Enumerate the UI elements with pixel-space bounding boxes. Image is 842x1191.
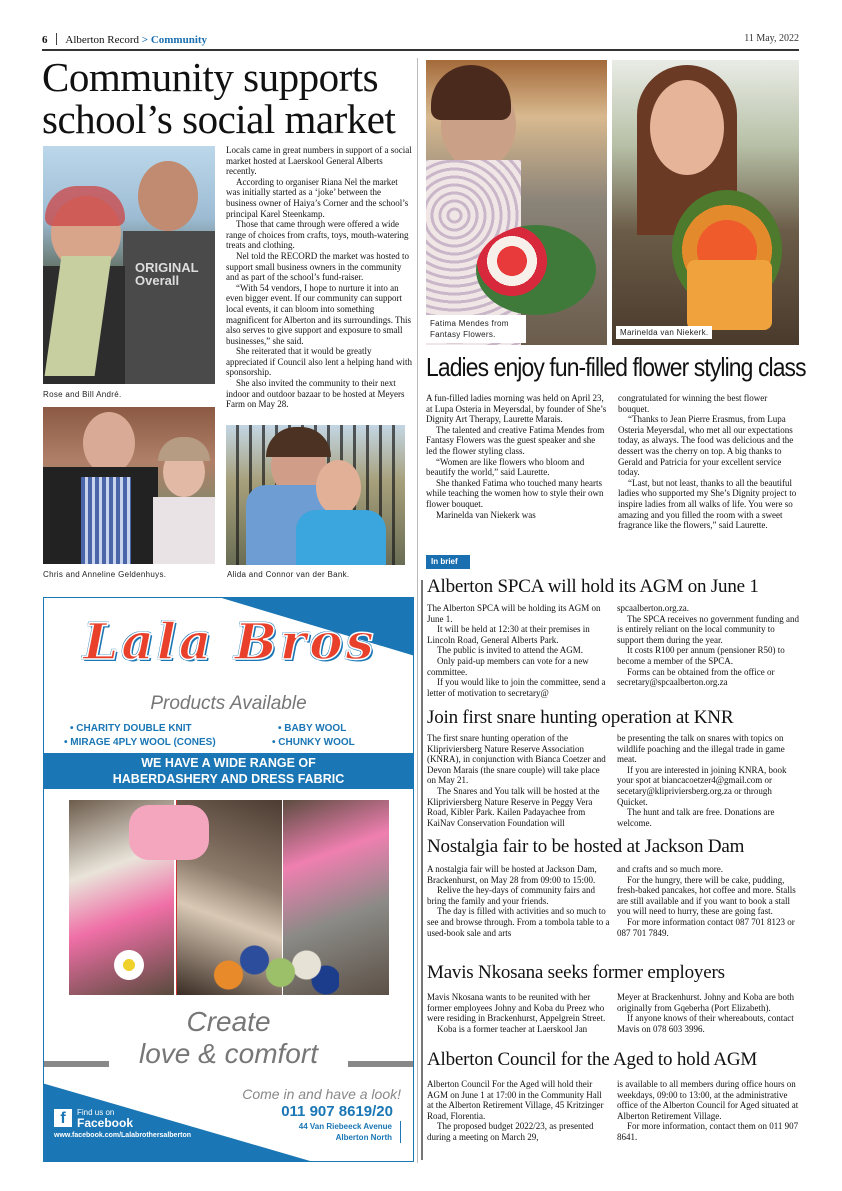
paragraph: Alberton Council For the Aged will hold their AGM on June 1 at 17:00 in the Community Hall at the Alberton Retirement Village, 45 Kritzinger Road, Florentia. bbox=[427, 1079, 604, 1121]
address-line: Alberton North bbox=[335, 1133, 392, 1142]
photo-chris-anneline-geldenhuys bbox=[43, 407, 215, 564]
paragraph: It will be held at 12:30 at their premises in Lincoln Road, General Alberts Park. bbox=[427, 624, 590, 645]
paragraph: If anyone knows of their whereabouts, contact Mavis on 078 603 3996. bbox=[617, 1013, 794, 1034]
brief-knr-col1 bbox=[427, 733, 610, 828]
paragraph: and crafts and so much more. bbox=[617, 864, 723, 874]
slogan-create: Create bbox=[186, 1006, 271, 1037]
facebook-find-us: Find us on bbox=[77, 1108, 115, 1117]
publication-name: Alberton Record bbox=[65, 34, 140, 46]
address-line: 44 Van Riebeeck Avenue bbox=[298, 1122, 392, 1131]
product-list-right bbox=[272, 722, 355, 750]
breadcrumb-separator: > bbox=[141, 34, 149, 46]
caption-fatima bbox=[426, 315, 526, 343]
brief-spca-col1 bbox=[427, 603, 610, 698]
paragraph: The hunt and talk are free. Donations are welcome. bbox=[617, 807, 775, 828]
header-rule bbox=[42, 49, 799, 51]
paragraph: If you are interested in joining KNRA, book your spot at biancacoetzer4@gmail.com or secetary@klipriviersberg.org.za or through Quicket. bbox=[617, 764, 787, 807]
baby-bootie bbox=[129, 805, 209, 860]
caption-line: Fantasy Flowers. bbox=[430, 330, 496, 339]
paragraph: The SPCA receives no government funding and is entirely reliant on the local community to support them during the year. bbox=[617, 613, 799, 645]
paragraph: The Snares and You talk will be hosted at the Klipriviersberg Nature Reserve in Peggy Vera Road, Kibler Park. Kailen Padayachee from KaiNav Conservation Foundation will bbox=[427, 785, 600, 828]
paragraph: spcaalberton.org.za. bbox=[617, 603, 690, 613]
product-item: • BABY WOOL bbox=[278, 723, 347, 734]
paragraph: A nostalgia fair will be hosted at Jackson Dam, Brackenhurst, on May 28 from 09:00 to 15:00. bbox=[427, 864, 597, 885]
paragraph: Those that came through were offered a wide range of choices from crafts, toys, mouth-watering treats and clothing. bbox=[226, 219, 409, 251]
photo-alida-connor-van-der-bank bbox=[226, 425, 405, 565]
phone-number: 011 907 8619/20 bbox=[281, 1103, 393, 1120]
paragraph: For the hungry, there will be cake, pudding, fresh-baked pancakes, hot coffee and more. Stalls are still available and if you want to book a stall you will need to hurry, these are going fast. bbox=[617, 874, 796, 917]
paragraph: The public is invited to attend the AGM. bbox=[437, 645, 583, 656]
paragraph: “With 54 vendors, I hope to nurture it into an even bigger event. If our community can support local events, it can bloom into something magnificent for Alberton and its surroundings. This also serves to give support and exposure to small businesses,” she said. bbox=[226, 282, 412, 346]
yarn-balls bbox=[209, 945, 339, 995]
paragraph: The proposed budget 2022/23, as presented during a meeting on March 29, bbox=[427, 1121, 594, 1142]
banner-line: WE HAVE A WIDE RANGE OF bbox=[141, 756, 316, 770]
brief-nostalgia-col2 bbox=[617, 864, 800, 938]
paragraph: be presenting the talk on snares with topics on wildlife poaching and the illegal trade in game meat. bbox=[617, 733, 785, 765]
caption-line: Fatima Mendes from bbox=[430, 319, 509, 328]
main-headline-line1: Community supports bbox=[42, 54, 379, 100]
facebook-icon: f bbox=[54, 1109, 72, 1127]
paragraph: Only paid-up members can vote for a new committee. bbox=[427, 655, 589, 677]
paragraph: “Thanks to Jean Pierre Erasmus, from Lupa Osteria Meyersdal, who met all our expectations today, as always. The food was delicious and the dessert was the cherry on top. A big thanks to Gerald and Patricia for your excellent service today. bbox=[618, 414, 794, 478]
paragraph: For more information, contact them on 011 907 8641. bbox=[617, 1121, 799, 1142]
paragraph: Locals came in great numbers in support of a social market hosted at Laerskool General Alberts recently. bbox=[226, 145, 412, 177]
paragraph: She also invited the community to their next indoor and outdoor bazaar to be hosted at Meyers Farm on May 28. bbox=[226, 378, 405, 410]
in-brief-bar bbox=[421, 580, 423, 1160]
caption-photo3: Alida and Connor van der Bank. bbox=[227, 570, 350, 579]
paragraph: Nel told the RECORD the market was hosted to support small business owners in the community and as part of the school’s fund-raiser. bbox=[226, 250, 409, 283]
main-story-body bbox=[226, 145, 412, 410]
page-number: 6 bbox=[42, 34, 48, 46]
knitting-photo-collage bbox=[69, 800, 389, 995]
paragraph: The talented and creative Fatima Mendes from Fantasy Flowers was the guest speaker and she led the flower styling class. bbox=[426, 424, 605, 456]
paragraph: She thanked Fatima who touched many hearts while teaching the women how to style their own flower bouquet. bbox=[426, 477, 604, 509]
paragraph: The first snare hunting operation of the Klipriviersberg Nature Reserve Association (KNRA), in conjunction with Bianca Coetzer and Devon Marais (the snare couple) will take place on May 21. bbox=[427, 733, 606, 786]
caption-photo1: Rose and Bill André. bbox=[43, 390, 122, 399]
haberdashery-banner bbox=[44, 753, 413, 789]
lala-bros-logo: Lala Bros bbox=[83, 612, 377, 671]
brief-council-col1 bbox=[427, 1079, 610, 1143]
paragraph: Relive the hey-days of community fairs and bring the family and your friends. bbox=[427, 885, 595, 906]
brief-headline-nostalgia: Nostalgia fair to be hosted at Jackson Dam bbox=[427, 836, 745, 857]
come-in-invite: Come in and have a look! bbox=[242, 1086, 401, 1102]
paragraph: According to organiser Riana Nel the market was initially started as a ‘joke’ between the business owner of Haiya’s Corner and the school’s principal Karel Steenkamp. bbox=[226, 176, 409, 219]
paragraph: For more information contact 087 701 8123 or 087 701 7849. bbox=[617, 916, 795, 938]
paragraph: The Alberton SPCA will be holding its AGM on June 1. bbox=[427, 603, 601, 624]
photo-fatima-mendes bbox=[426, 60, 607, 345]
slogan-bar-right bbox=[348, 1061, 413, 1067]
products-available-heading: Products Available bbox=[150, 693, 307, 714]
brief-nostalgia-col1 bbox=[427, 864, 610, 938]
paragraph: “Women are like flowers who bloom and beautify the world,” said Laurette. bbox=[426, 456, 585, 478]
banner-line: HABERDASHERY AND DRESS FABRIC bbox=[112, 772, 345, 786]
paragraph: She reiterated that it would be greatly appreciated if Council also lent a helping hand with sponsorship. bbox=[226, 346, 412, 378]
daisy-flower bbox=[114, 950, 144, 980]
brief-headline-spca: Alberton SPCA will hold its AGM on June 1 bbox=[427, 576, 759, 597]
main-headline-line2: school’s social market bbox=[42, 96, 396, 142]
brief-mavis-col1 bbox=[427, 992, 610, 1034]
product-item: • MIRAGE 4PLY WOOL (CONES) bbox=[64, 737, 216, 748]
slogan-love-comfort: love & comfort bbox=[139, 1038, 318, 1069]
lala-bros-advert[interactable] bbox=[43, 597, 414, 1162]
photo-marinelda-van-niekerk bbox=[612, 60, 799, 345]
brief-headline-knr: Join first snare hunting operation at KNR bbox=[427, 707, 734, 728]
brief-knr-col2 bbox=[617, 733, 800, 828]
paragraph: It costs R100 per annum (pensioner R50) to become a member of the SPCA. bbox=[617, 645, 785, 666]
facebook-label: Facebook bbox=[77, 1116, 134, 1130]
paragraph: congratulated for winning the best flower bouquet. bbox=[618, 393, 768, 414]
paragraph: Forms can be obtained from the office or secretary@spcaalberton.org.za bbox=[617, 666, 775, 688]
caption-photo2: Chris and Anneline Geldenhuys. bbox=[43, 570, 167, 579]
brief-mavis-col2 bbox=[617, 992, 800, 1034]
paragraph: Mavis Nkosana wants to be reunited with her former employees Johny and Koba du Preez who were residing in Brackenhurst, Appelgrein Street. bbox=[427, 992, 606, 1024]
page-header bbox=[42, 33, 799, 49]
store-address bbox=[299, 1121, 401, 1143]
brief-council-col2 bbox=[617, 1079, 800, 1143]
facebook-block[interactable] bbox=[54, 1107, 191, 1139]
brief-headline-council: Alberton Council for the Aged to hold AGM bbox=[427, 1049, 758, 1070]
product-list-left bbox=[64, 722, 216, 750]
paragraph: The day is filled with activities and so much to see and browse through. From a tombola table to a used-book sale and arts bbox=[427, 906, 610, 938]
product-item: • CHUNKY WOOL bbox=[272, 737, 355, 748]
in-brief-label: In brief bbox=[426, 555, 470, 569]
paragraph: is available to all members during office hours on weekdays, 09:00 to 13:00, at the administrative office of the Alberton Council for Aged situated at Alberton Retirement Village. bbox=[617, 1079, 799, 1121]
product-item: • CHARITY DOUBLE KNIT bbox=[70, 723, 192, 734]
paragraph: Meyer at Brackenhurst. Johny and Koba are both originally from Gqeberha (Port Elizabeth). bbox=[617, 992, 794, 1013]
paragraph: If you would like to join the committee, send a letter of motivation to secretary@ bbox=[427, 677, 606, 698]
slogan-bar-left bbox=[44, 1061, 109, 1067]
paragraph: A fun-filled ladies morning was held on April 23, at Lupa Osteria in Meyersdal, by founder of She’s Dignity Art Therapy, Laurette Marais. bbox=[426, 393, 607, 425]
header-divider bbox=[56, 33, 57, 45]
section-name: Community bbox=[150, 34, 208, 46]
brief-headline-mavis: Mavis Nkosana seeks former employers bbox=[427, 962, 725, 983]
caption-marinelda: Marinelda van Niekerk. bbox=[616, 326, 712, 339]
flower-headline: Ladies enjoy fun-filled flower styling class bbox=[426, 352, 806, 382]
flower-story-col1 bbox=[426, 393, 608, 520]
paragraph: “Last, but not least, thanks to all the beautiful ladies who supported my She’s Dignity project to inspire ladies from all walks of life. You were so amazing and you filled the room with a sweet fragrance like the flowers,” said Laurette. bbox=[618, 477, 797, 531]
issue-date: 11 May, 2022 bbox=[744, 33, 799, 44]
paragraph: Marinelda van Niekerk was bbox=[436, 509, 536, 520]
paragraph: Koba is a former teacher at Laerskool Jan bbox=[437, 1023, 588, 1034]
flower-story-col2 bbox=[618, 393, 800, 531]
brief-spca-col2 bbox=[617, 603, 800, 688]
column-divider bbox=[417, 58, 418, 1163]
main-headline bbox=[42, 56, 412, 140]
facebook-url[interactable]: www.facebook.com/Lalabrothersalberton bbox=[54, 1132, 192, 1139]
photo-rose-bill-andre: ORIGINAL Overall bbox=[43, 146, 215, 384]
